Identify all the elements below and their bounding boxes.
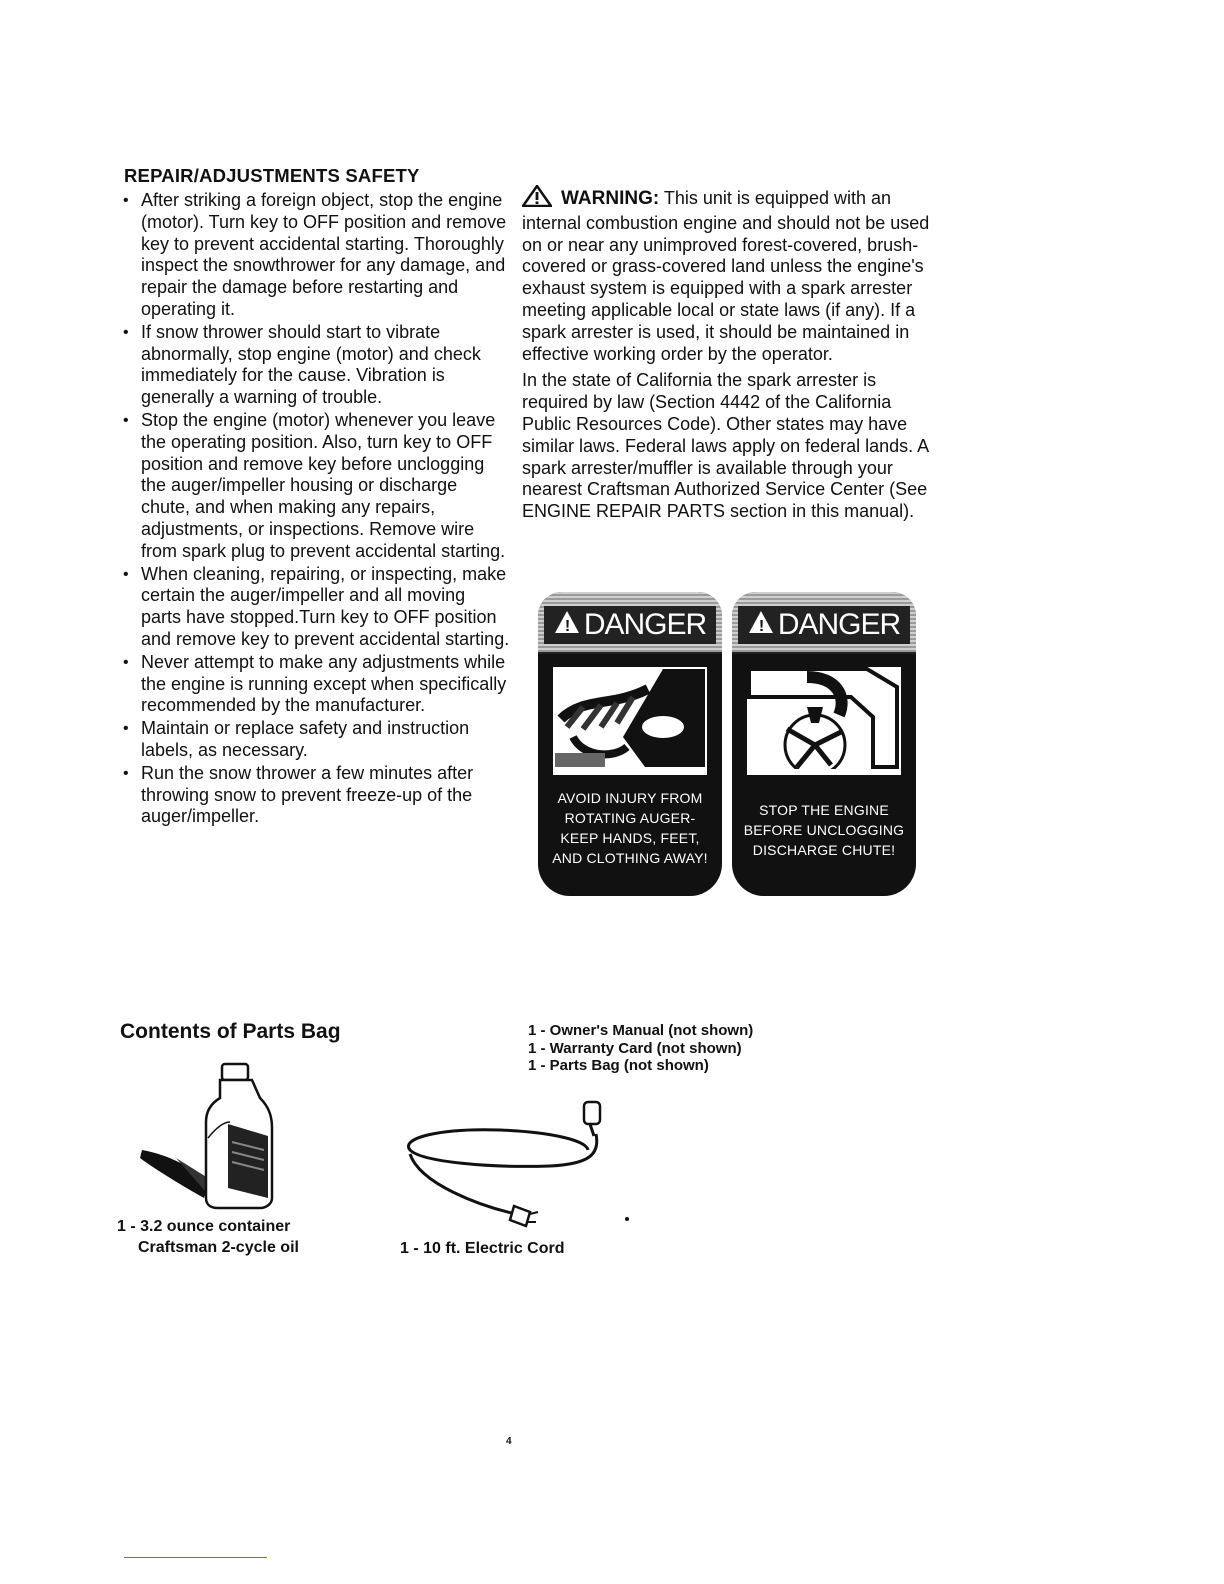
list-item: • Run the snow thrower a few minutes after throwing snow to prevent freeze-up of the auger/impeller. xyxy=(120,763,510,828)
list-item: • When cleaning, repairing, or inspecting, make certain the auger/impeller and all moving parts have stopped.Turn key to OFF position and remove key to prevent accidental starting. xyxy=(120,564,510,651)
warning-paragraph-2: In the state of California the spark arrester is required by law (Section 4442 of the California Public Resources Code). Other states may have similar laws. Federal laws apply on federal lands. A spark arrester/muffler is available through your nearest Craftsman Authorized Service Center (See ENGINE REPAIR PARTS section in this manual). xyxy=(522,370,929,522)
oil-bottle-icon xyxy=(136,1058,286,1215)
list-item: • After striking a foreign object, stop the engine (motor). Turn key to OFF position and remove key to prevent accidental starting. Thoroughly inspect the snowthrower for any damage, and repair the damage before restarting and operating it. xyxy=(120,190,510,321)
warning-section xyxy=(522,185,932,528)
warning-paragraph-1 xyxy=(522,185,932,365)
list-item: • Stop the engine (motor) whenever you leave the operating position. Also, turn key to OFF position and remove key before unclogging the auger/impeller housing or discharge chute, and when making any repairs, adjustments, or inspections. Remove wire from spark plug to prevent accidental starting. xyxy=(120,410,510,563)
danger-word: DANGER xyxy=(777,608,901,641)
warning-label: WARNING: xyxy=(561,188,660,209)
list-item: • Maintain or replace safety and instruction labels, as necessary. xyxy=(120,718,510,762)
danger-word: DANGER xyxy=(583,608,707,641)
list-item: • Never attempt to make any adjustments while the engine is running except when specifically recommended by the manufacturer. xyxy=(120,652,510,717)
bottom-rule xyxy=(124,1557,267,1558)
warning-triangle-icon xyxy=(522,185,552,213)
repair-safety-title: REPAIR/ADJUSTMENTS SAFETY xyxy=(124,165,420,186)
danger-label-auger xyxy=(538,592,722,896)
warning-text: This unit is equipped with an internal combustion engine and should not be used on or near any unimproved forest-covered, brush-covered or grass-covered land unless the engine's exhaust system is equipped with a spark arrester meeting applicable local or state laws (if any). If a spark arrester is used, it should be maintained in effective working order by the operator. xyxy=(522,188,930,364)
svg-text:!: ! xyxy=(758,618,763,634)
parts-bag-title: Contents of Parts Bag xyxy=(120,1020,341,1043)
auger-hazard-icon xyxy=(550,664,710,778)
page-number: 4 xyxy=(506,1436,512,1447)
repair-safety-list xyxy=(120,190,510,828)
svg-text:!: ! xyxy=(564,618,569,634)
list-item: • If snow thrower should start to vibrate abnormally, stop engine (motor) and check immediately for the cause. Vibration is generally a warning of trouble. xyxy=(120,322,510,409)
list-item: 1 - Parts Bag (not shown) xyxy=(528,1057,709,1074)
danger-text-auger: AVOID INJURY FROM ROTATING AUGER- KEEP HANDS, FEET, AND CLOTHING AWAY! xyxy=(552,790,708,866)
chute-hazard-icon xyxy=(744,664,904,778)
list-item: 1 - Owner's Manual (not shown) xyxy=(528,1022,754,1039)
danger-triangle-icon xyxy=(748,608,774,642)
list-item: 1 - Warranty Card (not shown) xyxy=(528,1039,742,1057)
cord-caption: 1 - 10 ft. Electric Cord xyxy=(400,1240,565,1257)
parts-list xyxy=(528,1022,753,1075)
stray-dot xyxy=(625,1217,629,1221)
danger-label-chute xyxy=(732,592,916,896)
oil-caption: 1 - 3.2 ounce container Craftsman 2-cycle oil xyxy=(117,1218,299,1256)
danger-triangle-icon xyxy=(554,608,580,642)
electric-cord-icon xyxy=(400,1094,620,1239)
repair-safety-section xyxy=(120,165,510,829)
danger-text-chute: STOP THE ENGINE BEFORE UNCLOGGING DISCHARGE CHUTE! xyxy=(743,802,905,858)
